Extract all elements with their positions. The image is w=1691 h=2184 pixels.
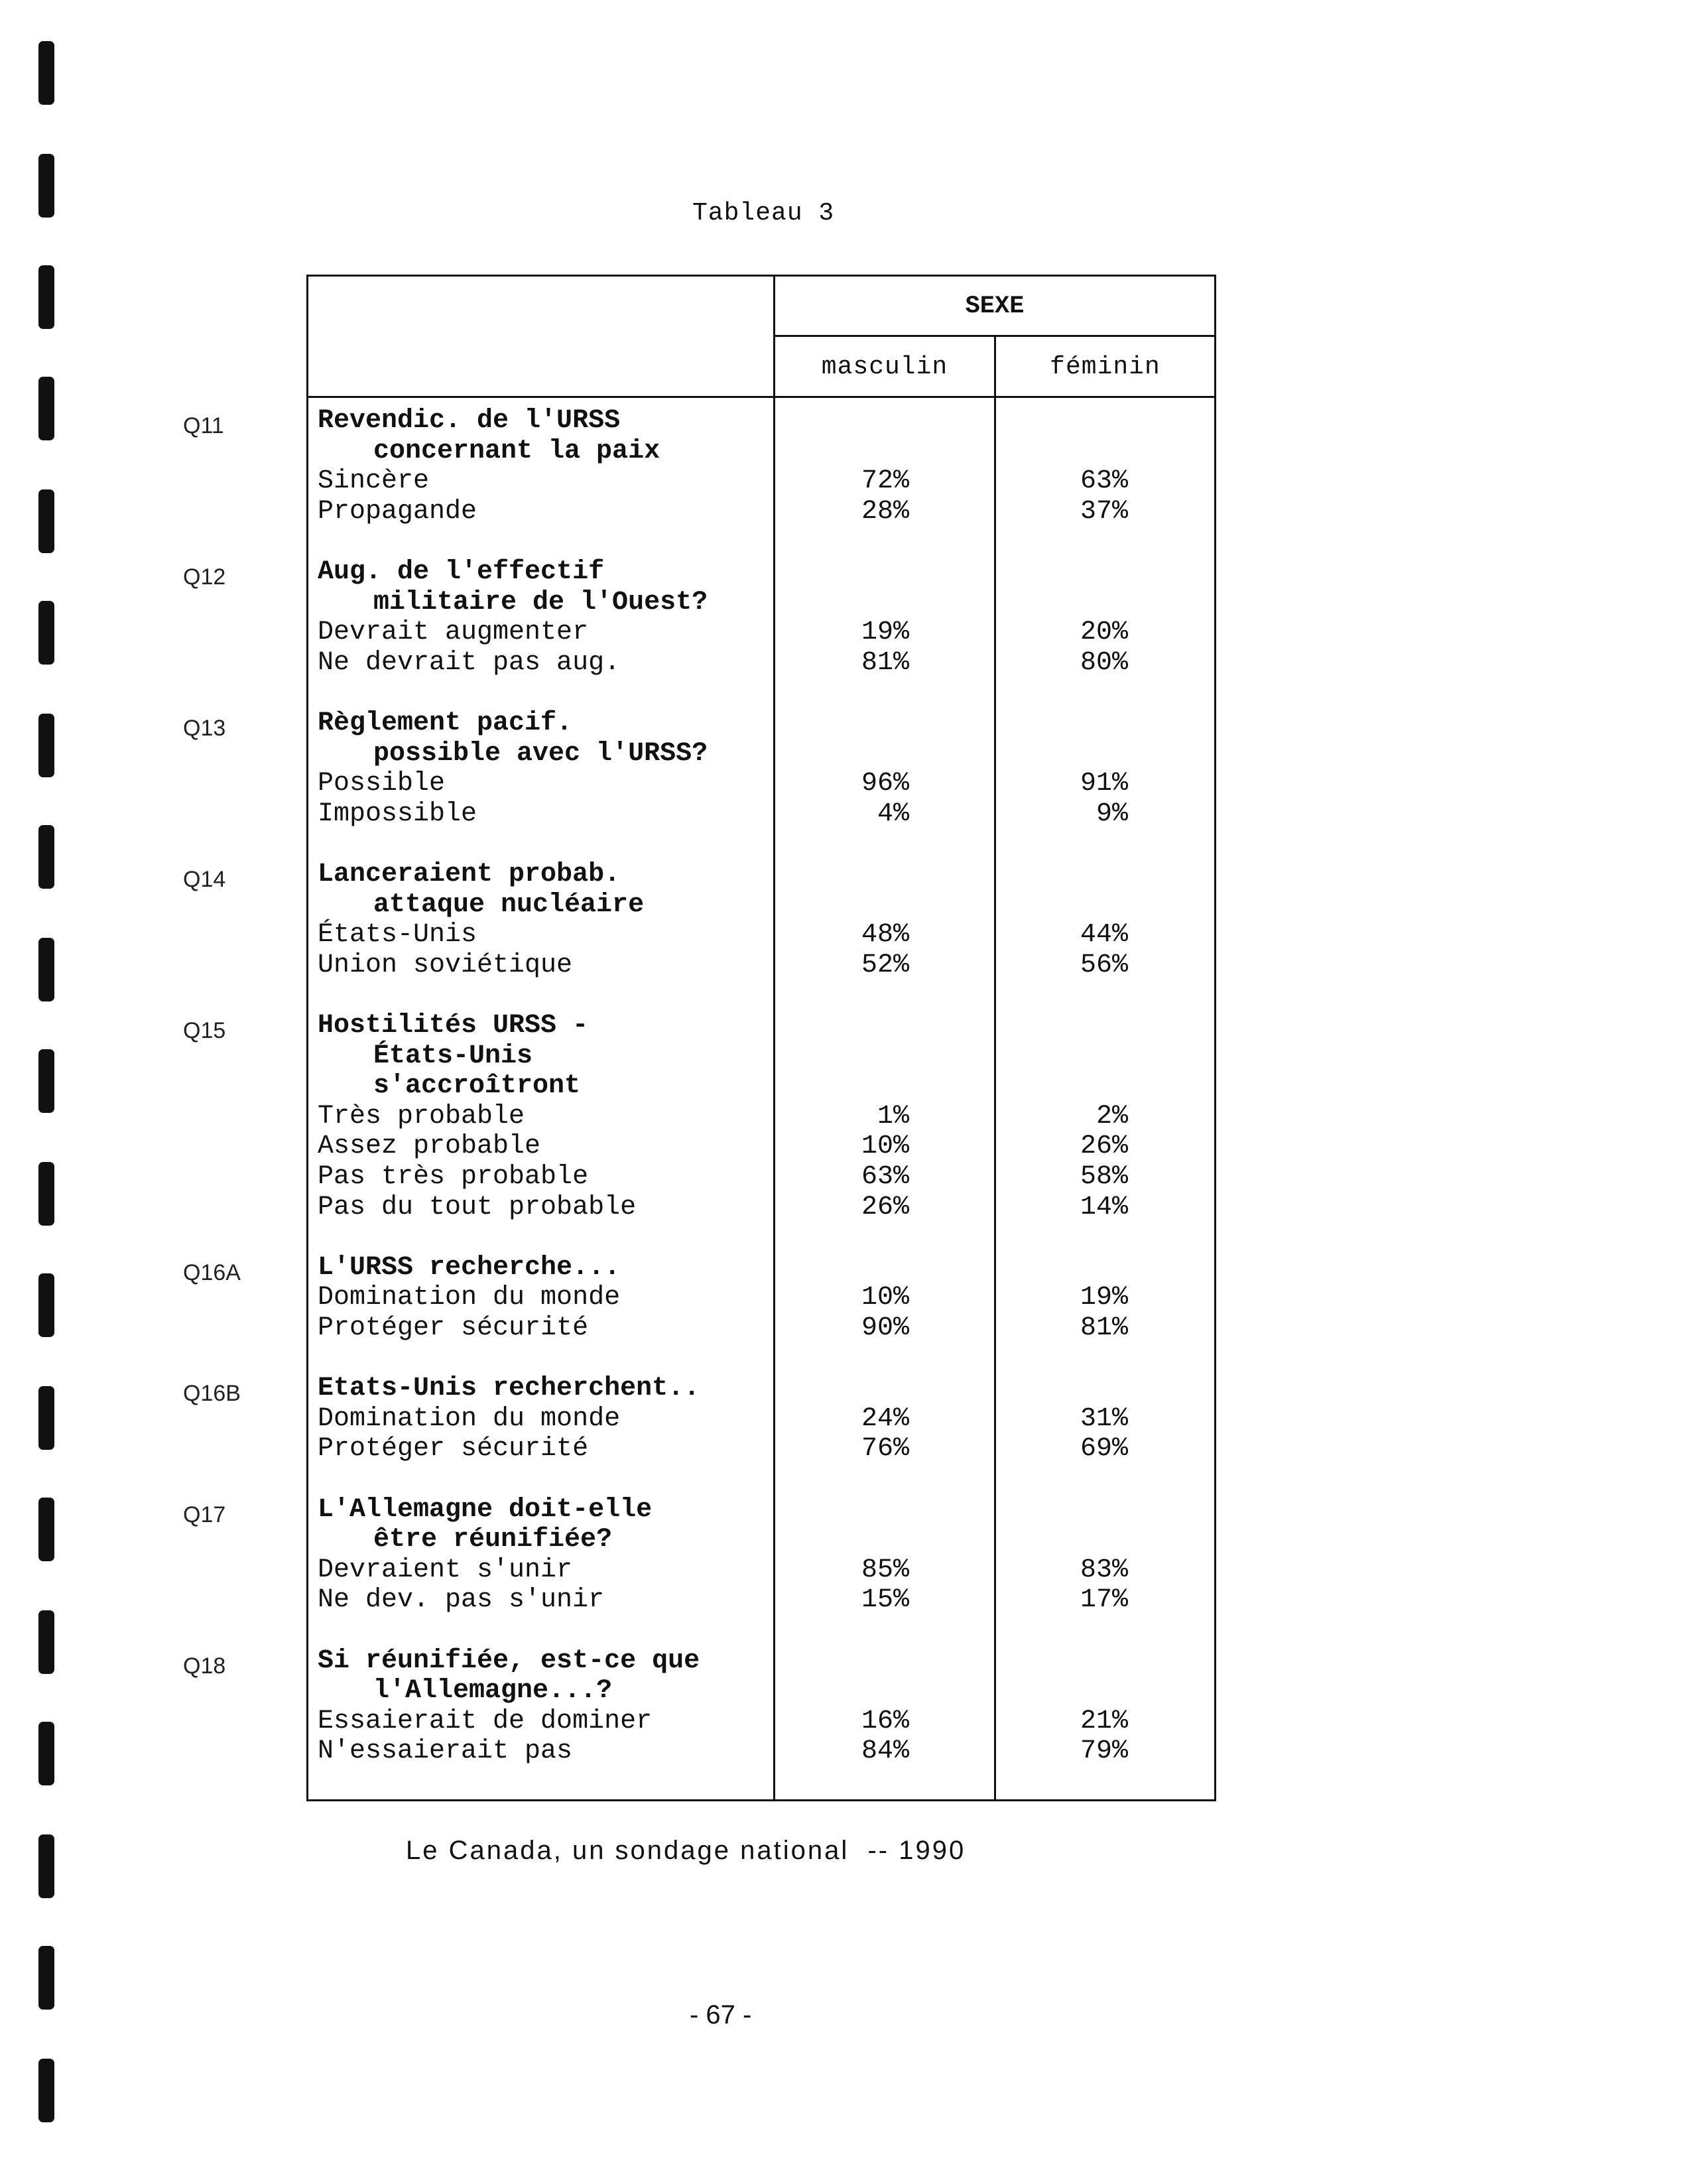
answer-row (318, 950, 1214, 981)
binding-mark (38, 265, 54, 329)
value-feminin: 37% (1080, 496, 1128, 527)
value-feminin: 31% (1080, 1403, 1128, 1434)
question-heading-text: Hostilités URSS - (318, 1011, 589, 1041)
answer-label: Devrait augmenter (318, 617, 589, 648)
question-code: Q11 (183, 413, 224, 438)
answer-label: Devraient s'unir (318, 1555, 573, 1585)
question-heading-text: possible avec l'URSS? (373, 738, 708, 769)
value-masculin: 72% (861, 466, 909, 497)
question-heading (318, 739, 1214, 769)
value-feminin: 26% (1080, 1131, 1128, 1162)
value-masculin: 15% (861, 1585, 909, 1616)
question-heading (318, 708, 1214, 739)
answer-label: Ne dev. pas s'unir (318, 1585, 605, 1616)
question-heading (318, 1253, 1214, 1283)
column-header-feminin: féminin (1050, 352, 1160, 381)
question-code: Q17 (183, 1502, 226, 1527)
value-feminin: 58% (1080, 1162, 1128, 1192)
question-heading (318, 890, 1214, 921)
answer-label: Domination du monde (318, 1283, 621, 1313)
value-masculin: 85% (861, 1555, 909, 1585)
binding-mark (38, 825, 54, 889)
value-masculin: 96% (861, 769, 909, 799)
value-masculin: 48% (861, 920, 909, 950)
value-masculin: 4% (877, 799, 909, 829)
footer-caption: Le Canada, un sondage national -- 1990 (406, 1836, 966, 1865)
value-masculin: 16% (861, 1706, 909, 1736)
answer-label: Possible (318, 769, 446, 799)
value-masculin: 10% (861, 1283, 909, 1313)
answer-label: Protéger sécurité (318, 1313, 589, 1343)
binding-mark (38, 41, 54, 105)
answer-label: Impossible (318, 799, 477, 829)
binding-mark (38, 489, 54, 553)
value-masculin: 76% (861, 1434, 909, 1464)
question-code: Q16B (183, 1381, 241, 1407)
binding-mark (38, 2059, 54, 2122)
question-heading-text: Etats-Unis recherchent.. (318, 1374, 700, 1404)
question-code: Q12 (183, 564, 226, 590)
value-feminin: 56% (1080, 950, 1128, 980)
binding-mark (38, 601, 54, 665)
binding-mark (38, 938, 54, 1001)
binding-mark (38, 714, 54, 777)
value-feminin: 44% (1080, 920, 1128, 950)
binding-mark (38, 1162, 54, 1226)
question-code: Q18 (183, 1653, 226, 1679)
value-feminin: 69% (1080, 1434, 1128, 1464)
value-masculin: 63% (861, 1162, 909, 1192)
answer-label: Protéger sécurité (318, 1434, 589, 1464)
question-heading-text: Lanceraient probab. (318, 860, 621, 889)
answer-row (318, 617, 1214, 648)
answer-row (318, 1706, 1214, 1737)
question-heading-text: attaque nucléaire (373, 889, 645, 920)
question-code: Q15 (183, 1018, 226, 1043)
answer-label: Assez probable (318, 1131, 541, 1162)
answer-row (318, 1162, 1214, 1192)
question-heading (318, 1071, 1214, 1102)
question-heading (318, 1011, 1214, 1041)
binding-mark (38, 1049, 54, 1113)
answer-label: Très probable (318, 1101, 525, 1131)
binding-mark (38, 1610, 54, 1674)
answer-label: Pas très probable (318, 1162, 589, 1192)
value-masculin: 52% (861, 950, 909, 980)
binding-mark (38, 1386, 54, 1450)
value-masculin: 84% (861, 1736, 909, 1767)
answer-label: Domination du monde (318, 1403, 621, 1434)
question-heading-text: L'URSS recherche... (318, 1252, 621, 1283)
question-heading (318, 1646, 1214, 1677)
answer-row (318, 1555, 1214, 1586)
value-masculin: 26% (861, 1192, 909, 1222)
page-title: Tableau 3 (692, 199, 835, 227)
question-heading-text: militaire de l'Ouest? (373, 587, 708, 617)
answer-row (318, 769, 1214, 799)
answer-row (318, 1283, 1214, 1313)
binding-mark (38, 377, 54, 440)
question-heading-text: États-Unis (373, 1041, 533, 1071)
value-feminin: 83% (1080, 1555, 1128, 1585)
value-feminin: 9% (1096, 799, 1128, 829)
answer-row (318, 920, 1214, 950)
answer-label: Sincère (318, 466, 430, 497)
value-feminin: 63% (1080, 466, 1128, 497)
question-heading (318, 406, 1214, 436)
value-masculin: 81% (861, 647, 909, 678)
binding-mark (38, 1834, 54, 1898)
value-feminin: 81% (1080, 1313, 1128, 1343)
question-heading (318, 860, 1214, 890)
answer-row (318, 1434, 1214, 1464)
answer-label: Essaierait de dominer (318, 1706, 653, 1736)
answer-label: Union soviétique (318, 950, 573, 980)
question-heading (318, 1676, 1214, 1706)
question-heading-text: Règlement pacif. (318, 708, 573, 738)
value-masculin: 24% (861, 1403, 909, 1434)
binding-mark (38, 1946, 54, 2010)
value-masculin: 28% (861, 496, 909, 527)
answer-label: N'essaierait pas (318, 1736, 573, 1767)
value-feminin: 80% (1080, 647, 1128, 678)
question-code: Q14 (183, 867, 226, 892)
answer-row (318, 1102, 1214, 1132)
answer-row (318, 1192, 1214, 1223)
question-heading-text: Revendic. de l'URSS (318, 406, 621, 436)
value-feminin: 17% (1080, 1585, 1128, 1616)
answer-row (318, 799, 1214, 830)
answer-label: Pas du tout probable (318, 1192, 637, 1222)
binding-mark (38, 1273, 54, 1337)
question-heading-text: concernant la paix (373, 436, 660, 466)
value-feminin: 21% (1080, 1706, 1128, 1736)
question-heading-text: s'accroîtront (373, 1071, 581, 1102)
column-header-masculin: masculin (821, 352, 948, 381)
answer-row (318, 1313, 1214, 1344)
answer-row (318, 466, 1214, 497)
value-feminin: 91% (1080, 769, 1128, 799)
question-code: Q13 (183, 716, 226, 741)
question-heading-text: L'Allemagne doit-elle (318, 1494, 653, 1525)
value-feminin: 19% (1080, 1283, 1128, 1313)
question-heading (318, 1374, 1214, 1404)
question-heading-text: Aug. de l'effectif (318, 557, 605, 587)
answer-label: États-Unis (318, 920, 477, 950)
binding-mark (38, 154, 54, 218)
question-heading (318, 588, 1214, 618)
binding-mark (38, 1498, 54, 1561)
question-heading (318, 1495, 1214, 1525)
answer-label: Ne devrait pas aug. (318, 647, 621, 678)
question-heading (318, 1525, 1214, 1555)
binding-mark (38, 1722, 54, 1785)
answer-row (318, 1736, 1214, 1767)
question-heading-text: l'Allemagne...? (373, 1676, 613, 1706)
answer-row (318, 1585, 1214, 1616)
answer-row (318, 497, 1214, 527)
question-heading-text: Si réunifiée, est-ce que (318, 1645, 700, 1676)
value-feminin: 2% (1096, 1101, 1128, 1131)
answer-row (318, 648, 1214, 678)
answer-row (318, 1131, 1214, 1162)
question-heading-text: être réunifiée? (373, 1525, 613, 1555)
value-masculin: 90% (861, 1313, 909, 1343)
question-heading (318, 1041, 1214, 1072)
value-feminin: 79% (1080, 1736, 1128, 1767)
question-heading (318, 557, 1214, 588)
value-masculin: 10% (861, 1131, 909, 1162)
answer-label: Propagande (318, 496, 477, 527)
page-number: - 67 - (690, 2000, 752, 2029)
answer-row (318, 1404, 1214, 1435)
value-feminin: 20% (1080, 617, 1128, 648)
question-code: Q16A (183, 1259, 241, 1285)
sexe-group-header: SEXE (965, 292, 1025, 320)
value-masculin: 1% (877, 1101, 909, 1131)
survey-table (306, 275, 1216, 1801)
value-feminin: 14% (1080, 1192, 1128, 1222)
question-heading (318, 436, 1214, 467)
value-masculin: 19% (861, 617, 909, 648)
